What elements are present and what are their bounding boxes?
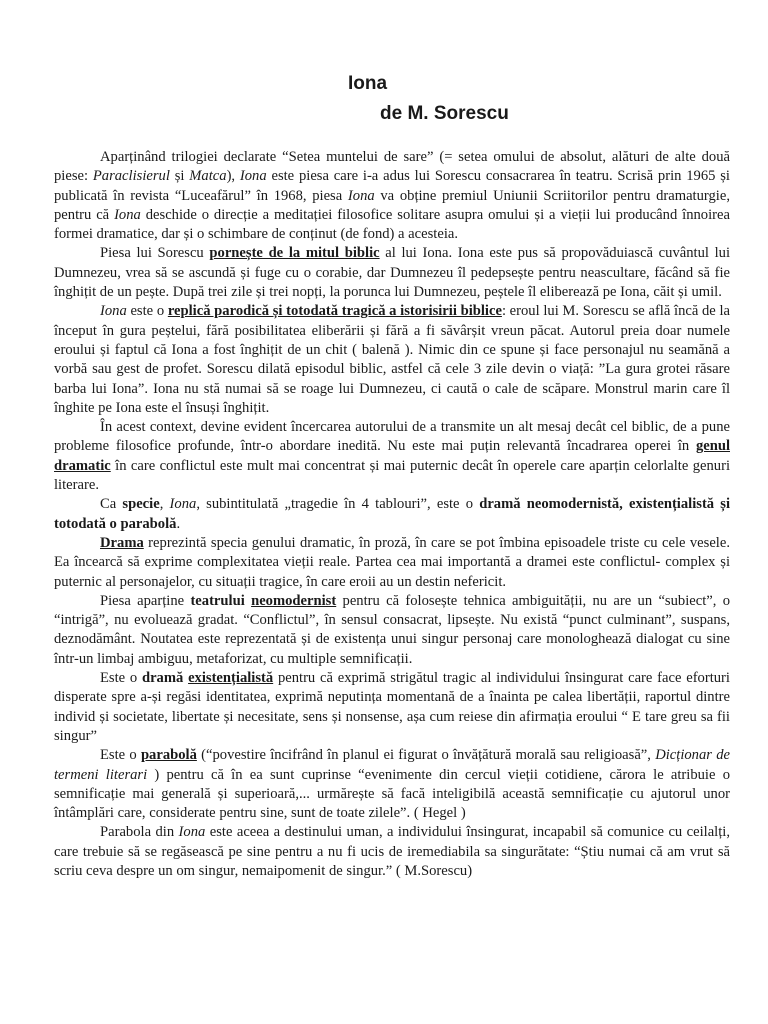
text-run: este piesa care i-a adus lui Sorescu consacrarea în teatru. Scrisă prin 1965 și publicată în revista “Luceafărul” în 1968, piesa <box>54 168 730 204</box>
italic-term: Dicționar de termeni literari <box>54 747 730 783</box>
text-run: Este o <box>100 747 141 764</box>
text-run: În acest context, devine evident încercarea autorului de a transmite un alt mesaj decât cel biblic, de a pune probleme filosofice profunde, într-o abordare inedită. Nu este mai puțin relevantă încadrarea operei în <box>54 419 730 455</box>
text-run: va obține premiul Uniunii Scriitorilor pentru dramaturgie, pentru că <box>54 187 730 223</box>
text-run: al lui Iona. Iona este pus să propovăduiască cuvântul lui Dumnezeu, vrea să se ascundă și fuge cu o corabie, dar Dumnezeu îl pedepsește pentru neascultare, făcând să fie înghițit de un pește. După trei zile și trei nopți, la porunca lui Dumnezeu, peștele îl eliberează pe Iona, căit și umil. <box>54 245 731 301</box>
text-run: : eroul lui M. Sorescu se află încă de la început în gura peștelui, fără posibilitatea eliberării și fără a fi săvârșit vreun păcat. Autorul preia doar numele eroului și faptul că Iona a fost înghițit de un chit ( balenă ). Nimic din ce spune și face personajul nu seamănă a vorbă sau gest de profet. Sorescu dilată episodul biblic, astfel că cele 3 zile devin o viață: ”La gura grotei răsare barba lui Iona”. Iona nu stă numai să se roage lui Dumnezeu, ci caută o cale de scăpare. Monstrul marin care îl înghite pe Iona este el însuși înghițit. <box>54 303 731 416</box>
underlined-term: existențialistă <box>188 670 274 687</box>
text-run: . <box>176 515 181 532</box>
underlined-term: Drama <box>100 534 144 551</box>
italic-term: Matca <box>189 168 227 185</box>
italic-term: Iona <box>169 496 197 513</box>
text-run: reprezintă specia genului dramatic, în proză, în care se pot îmbina episoadele triste cu cele vesele. Ea încearcă să exprime complexitatea vieții reale. Partea cea mai importantă a dramei este conflictul- complex și puternic al personajelor, cu situații tragice, în care eroii au un destin nefericit. <box>54 534 730 590</box>
bold-term: teatrului <box>190 592 252 609</box>
paragraph-drama <box>54 534 730 592</box>
paragraph-neomodernist <box>54 592 730 669</box>
text-run: Piesa aparține <box>100 592 191 609</box>
italic-term: Iona <box>239 168 267 185</box>
bold-term: dramă <box>141 670 189 687</box>
document-title: Iona <box>348 73 388 94</box>
text-run: Parabola din <box>100 824 179 841</box>
italic-term: Paraclisierul <box>92 168 170 185</box>
text-run: Ca <box>100 496 123 513</box>
text-run: în care conflictul este mult mai concentrat și mai puternic decât în operele care aparțin celorlalte genuri literare. <box>54 457 730 494</box>
paragraph-parable <box>54 746 730 823</box>
text-run: este o <box>126 303 168 320</box>
text-run: , <box>159 496 170 513</box>
italic-term: Iona <box>178 824 206 841</box>
underlined-term: genul dramatic <box>54 438 730 474</box>
bold-term: dramă neomodernistă, existențialistă și totodată o parabolă <box>54 496 731 532</box>
paragraph-intro <box>54 148 730 244</box>
paragraph-context <box>54 418 730 495</box>
underlined-term: replică parodică și totodată tragică a istorisirii biblice <box>167 303 502 320</box>
text-run: (“povestire încifrând în planul ei figurat o învățătură morală sau religioasă”, <box>196 747 656 764</box>
paragraph-parable-meaning <box>54 823 730 881</box>
bold-term: specie <box>122 496 160 513</box>
text-run: Piesa lui Sorescu <box>100 245 210 262</box>
text-run: Aparținând trilogiei declarate “Setea muntelui de sare” (= setea omului de absolut, alături de alte două piese: <box>54 149 730 185</box>
text-run: este aceea a destinului uman, a individului însingurat, incapabil să comunice cu ceilalți, care trebuie să se regăsească pe sine pentru a nu fi ucis de iremediabila sa singurătate: “Știu numai că am vrut să scriu ceva despre un om singur, nemaipomenit de singur.” ( M.Sorescu) <box>54 824 730 879</box>
text-run: ), <box>226 168 240 185</box>
text-run: pentru că folosește tehnica ambiguității, nu are un “subiect”, o “intrigă”, nu evoluează gradat. “Conflictul”, în sensul consacrat, lipsește. Nu există “punct culminant”, suspans, deznodământ. Noutatea este reprezentată și de existența unui singur personaj care monologhează dialogat cu sine într-un limbaj ambiguu, metaforizat, cu multiple semnificații. <box>54 592 730 667</box>
text-run: , subintitulată „tragedie în 4 tablouri”, este o <box>196 496 480 513</box>
italic-term: Iona <box>347 187 375 204</box>
text-run: deschide o direcție a meditației filosofice solitare asupra omului și a vieții lui producând înnoirea formei dramatice, dar și o schimbare de conținut (de fond) a acesteia. <box>54 206 730 243</box>
underlined-term: parabolă <box>140 747 197 764</box>
paragraph-parody <box>54 302 730 418</box>
text-run: Este o <box>100 670 142 687</box>
document-body <box>54 148 730 881</box>
paragraph-biblical-myth <box>54 244 730 302</box>
text-run: pentru că exprimă strigătul tragic al individului însingurat care face eforturi disperate spre a-și regăsi identitatea, exprimă neputința momentană de a înainta pe calea libertății, raportul dintre individ și societate, libertate și necesitate, sens și nonsense, așa cum reiese din afirmația eroului “ E tare greu sa fii singur” <box>54 670 730 744</box>
text-run: și <box>169 168 190 185</box>
italic-term: Iona <box>114 206 141 223</box>
document-author: de M. Sorescu <box>380 103 509 124</box>
paragraph-species <box>54 495 730 534</box>
underlined-term: neomodernist <box>251 592 337 609</box>
italic-term: Iona <box>100 303 127 320</box>
paragraph-existentialist <box>54 669 730 746</box>
text-run: ) pentru că în ea sunt cuprinse “evenimente din cercul vieții cotidiene, cărora le atribuie o semnificație mai generală și superioară,... urmărește să facă inteligibilă această semnificație cu ajutorul unor întâmplări care, considerate pentru sine, sunt de toate zilele”. ( Hegel ) <box>54 766 730 822</box>
underlined-term: pornește de la mitul biblic <box>209 245 380 262</box>
